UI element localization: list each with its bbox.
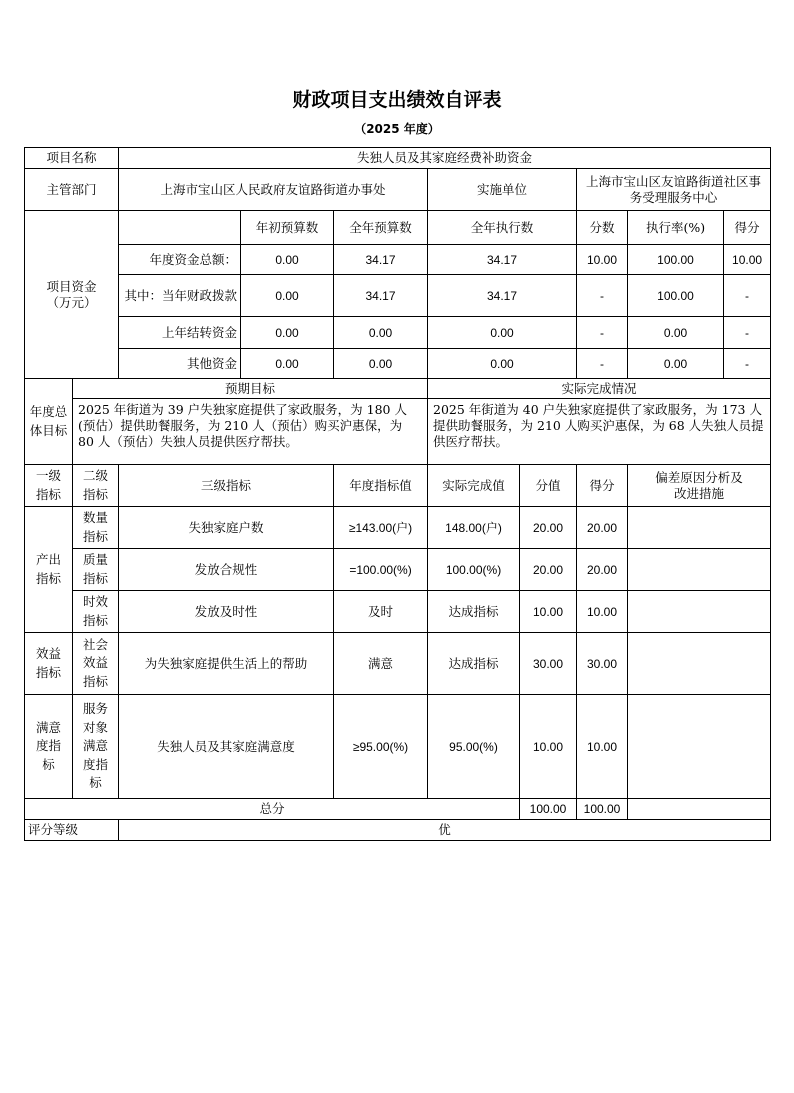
funds-cell: 100.00 [628, 275, 724, 317]
actual-goal-header: 实际完成情况 [428, 379, 771, 399]
score-cell: 10.00 [577, 695, 628, 799]
impl-value: 上海市宝山区友谊路街道社区事务受理服务中心 [577, 169, 771, 211]
funds-header-rate: 执行率(%) [628, 211, 724, 245]
deviation-cell [628, 507, 771, 549]
funds-cell: 0.00 [628, 349, 724, 379]
level2-cell: 数量指标 [73, 507, 119, 549]
funds-cell: 0.00 [334, 317, 428, 349]
target-cell: =100.00(%) [334, 549, 428, 591]
deviation-cell [628, 695, 771, 799]
level3-cell: 发放合规性 [119, 549, 334, 591]
target-cell: 及时 [334, 591, 428, 633]
level2-cell: 时效指标 [73, 591, 119, 633]
funds-row-label: 其中：当年财政拨款 [119, 275, 241, 317]
total-weight: 100.00 [520, 799, 577, 820]
deviation-cell [628, 633, 771, 695]
weight-header: 分值 [520, 465, 577, 507]
expected-goal-text: 2025 年街道为 39 户失独家庭提供了家政服务，为 180 人(预估）提供助餐服务，为 210 人（预估）购买沪惠保，为 80 人（预估）失独人员提供医疗帮扶。 [73, 399, 428, 465]
funds-row-label: 其他资金 [119, 349, 241, 379]
funds-cell: 34.17 [428, 245, 577, 275]
funds-cell: - [577, 349, 628, 379]
actual-cell: 100.00(%) [428, 549, 520, 591]
project-name: 失独人员及其家庭经费补助资金 [119, 148, 771, 169]
level2-cell: 社会效益指标 [73, 633, 119, 695]
actual-goal-text: 2025 年街道为 40 户失独家庭提供了家政服务，为 173 人提供助餐服务，为 210 人购买沪惠保，为 68 人失独人员提供医疗帮扶。 [428, 399, 771, 465]
deviation-cell [628, 549, 771, 591]
expected-goal-header: 预期目标 [73, 379, 428, 399]
score-cell: 20.00 [577, 507, 628, 549]
score-cell: 30.00 [577, 633, 628, 695]
funds-row-label: 年度资金总额： [119, 245, 241, 275]
score-header: 得分 [577, 465, 628, 507]
actual-cell: 达成指标 [428, 633, 520, 695]
target-header: 年度指标值 [334, 465, 428, 507]
level1-header: 一级指标 [25, 465, 73, 507]
funds-cell: 0.00 [428, 349, 577, 379]
funds-cell: 34.17 [428, 275, 577, 317]
total-deviation-blank [628, 799, 771, 820]
page-title: 财政项目支出绩效自评表 [292, 89, 502, 111]
funds-header-annual: 全年预算数 [334, 211, 428, 245]
deviation-header: 偏差原因分析及改进措施 [628, 465, 771, 507]
level1-output: 产出指标 [25, 507, 73, 633]
level3-cell: 失独家庭户数 [119, 507, 334, 549]
funds-cell: 0.00 [428, 317, 577, 349]
funds-row-label: 上年结转资金 [119, 317, 241, 349]
level2-header: 二级指标 [73, 465, 119, 507]
funds-cell: - [577, 317, 628, 349]
weight-cell: 20.00 [520, 507, 577, 549]
weight-cell: 10.00 [520, 591, 577, 633]
level1-benefit: 效益指标 [25, 633, 73, 695]
total-score: 100.00 [577, 799, 628, 820]
funds-cell: 0.00 [628, 317, 724, 349]
weight-cell: 10.00 [520, 695, 577, 799]
funds-header-points: 分数 [577, 211, 628, 245]
level3-cell: 发放及时性 [119, 591, 334, 633]
level2-cell: 服务对象满意度指标 [73, 695, 119, 799]
page-subtitle: （2025 年度） [354, 122, 440, 136]
deviation-cell [628, 591, 771, 633]
actual-cell: 95.00(%) [428, 695, 520, 799]
funds-cell: 0.00 [241, 245, 334, 275]
target-cell: 满意 [334, 633, 428, 695]
funds-label: 项目资金（万元） [25, 211, 119, 379]
level2-cell: 质量指标 [73, 549, 119, 591]
impl-label: 实施单位 [428, 169, 577, 211]
funds-cell: 34.17 [334, 245, 428, 275]
funds-cell: - [577, 275, 628, 317]
funds-header-score: 得分 [724, 211, 771, 245]
funds-cell: 0.00 [241, 349, 334, 379]
target-cell: ≥95.00(%) [334, 695, 428, 799]
rating-label: 评分等级 [25, 820, 119, 841]
weight-cell: 30.00 [520, 633, 577, 695]
funds-cell: - [724, 317, 771, 349]
funds-cell: 0.00 [241, 275, 334, 317]
goals-label: 年度总体目标 [25, 379, 73, 465]
score-cell: 10.00 [577, 591, 628, 633]
funds-header-executed: 全年执行数 [428, 211, 577, 245]
funds-cell: - [724, 275, 771, 317]
evaluation-table [24, 147, 771, 841]
rating-value: 优 [119, 820, 771, 841]
score-cell: 20.00 [577, 549, 628, 591]
actual-cell: 148.00(户) [428, 507, 520, 549]
level3-header: 三级指标 [119, 465, 334, 507]
dept-value: 上海市宝山区人民政府友谊路街道办事处 [119, 169, 428, 211]
project-name-label: 项目名称 [25, 148, 119, 169]
actual-cell: 达成指标 [428, 591, 520, 633]
funds-header-initial: 年初预算数 [241, 211, 334, 245]
total-label: 总分 [25, 799, 520, 820]
funds-cell: 0.00 [334, 349, 428, 379]
target-cell: ≥143.00(户) [334, 507, 428, 549]
level1-satisfaction: 满意度指标 [25, 695, 73, 799]
funds-cell: 10.00 [577, 245, 628, 275]
level3-cell: 失独人员及其家庭满意度 [119, 695, 334, 799]
funds-cell: 100.00 [628, 245, 724, 275]
level3-cell: 为失独家庭提供生活上的帮助 [119, 633, 334, 695]
funds-header-blank [119, 211, 241, 245]
actual-header: 实际完成值 [428, 465, 520, 507]
weight-cell: 20.00 [520, 549, 577, 591]
dept-label: 主管部门 [25, 169, 119, 211]
funds-cell: 34.17 [334, 275, 428, 317]
funds-cell: 10.00 [724, 245, 771, 275]
funds-cell: - [724, 349, 771, 379]
funds-cell: 0.00 [241, 317, 334, 349]
